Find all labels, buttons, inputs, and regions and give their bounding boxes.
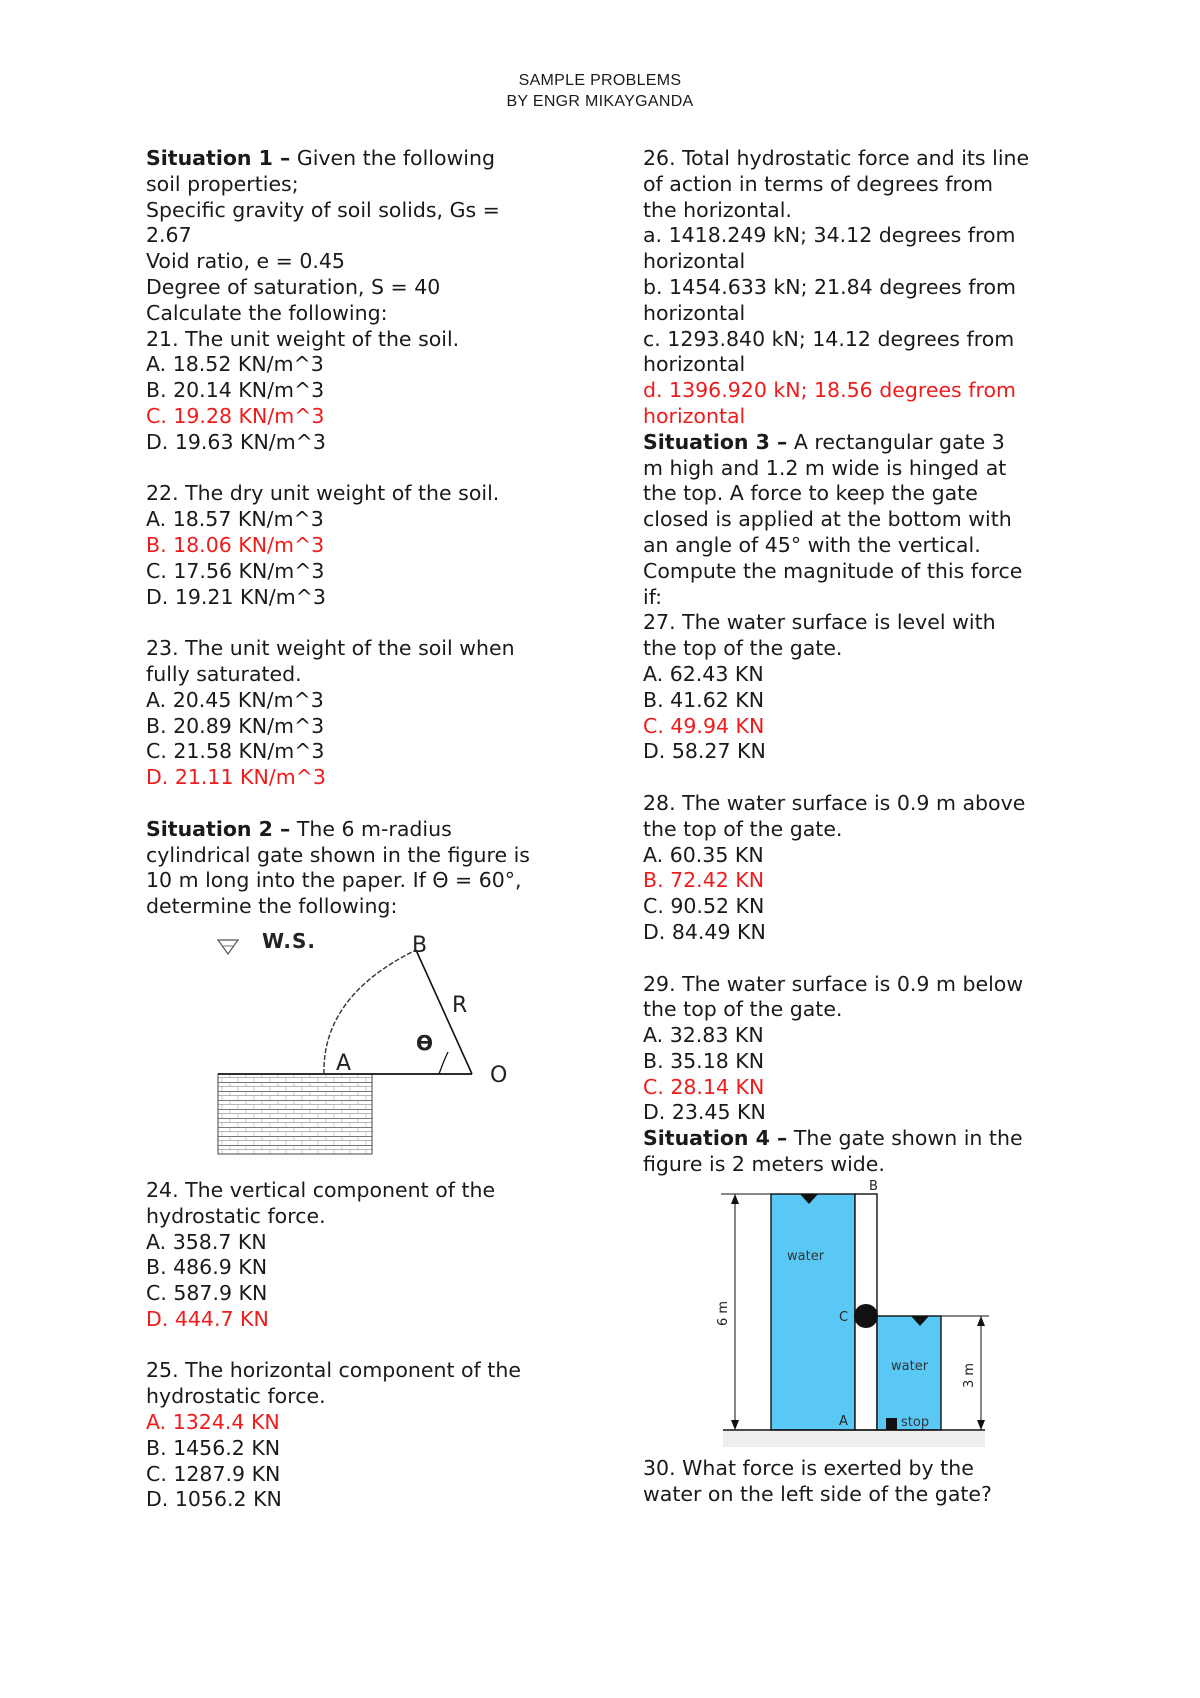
situation3-intro: m high and 1.2 m wide is hinged at (643, 455, 1007, 480)
label-r: R (452, 992, 468, 1018)
dim-3m: 3 m (962, 1362, 977, 1388)
situation2-intro: The 6 m-radius (290, 816, 452, 841)
q27-question: 27. The water surface is level with (643, 610, 996, 635)
q28-question: the top of the gate. (643, 816, 843, 841)
q26-question: 26. Total hydrostatic force and its line (643, 146, 1030, 170)
situation1-intro: Specific gravity of soil solids, Gs = (146, 197, 500, 222)
dim-6m: 6 m (716, 1300, 731, 1326)
q23-option-b: B. 20.89 KN/m^3 (146, 713, 325, 738)
q25-option-a-correct: A. 1324.4 KN (146, 1410, 280, 1435)
situation3-heading: Situation 3 – (643, 429, 788, 454)
situation4-heading: Situation 4 – (643, 1126, 788, 1151)
q26-question: of action in terms of degrees from (643, 171, 994, 196)
q26-option-d-correct: d. 1396.920 kN; 18.56 degrees from (643, 378, 1016, 403)
label-b: B (412, 932, 428, 958)
label-a: A (336, 1050, 352, 1076)
q29-option-b: B. 35.18 KN (643, 1048, 765, 1073)
situation2-title-line (146, 817, 576, 843)
label-o: O (490, 1062, 508, 1088)
q24-option-c: C. 587.9 KN (146, 1281, 268, 1306)
q23-option-c: C. 21.58 KN/m^3 (146, 739, 325, 764)
q24-question: 24. The vertical component of the (146, 1177, 496, 1202)
q27-question: the top of the gate. (643, 636, 843, 661)
q25-option-c: C. 1287.9 KN (146, 1461, 281, 1486)
q23-question: fully saturated. (146, 661, 302, 686)
q24-option-b: B. 486.9 KN (146, 1255, 268, 1280)
label-water-right: water (891, 1358, 929, 1374)
situation3-intro: the top. A force to keep the gate (643, 481, 978, 506)
q25-question: 25. The horizontal component of the (146, 1358, 521, 1383)
q21-option-a: A. 18.52 KN/m^3 (146, 352, 324, 377)
label-stop: stop (901, 1414, 930, 1430)
q21-option-c-correct: C. 19.28 KN/m^3 (146, 403, 325, 428)
water-surface-icon (218, 940, 238, 954)
situation2-intro: cylindrical gate shown in the figure is (146, 842, 530, 867)
q26-option-a: horizontal (643, 249, 746, 274)
q26-option-b: b. 1454.633 kN; 21.84 degrees from (643, 274, 1016, 299)
situation2-heading: Situation 2 – (146, 816, 291, 841)
q26-option-c: horizontal (643, 352, 746, 377)
situation3-intro: A rectangular gate 3 (787, 429, 1005, 454)
q28-option-d: D. 84.49 KN (643, 919, 766, 944)
q23-option-a: A. 20.45 KN/m^3 (146, 687, 324, 712)
q22-option-c: C. 17.56 KN/m^3 (146, 558, 325, 583)
q30-question: 30. What force is exerted by the (643, 1455, 974, 1480)
q27-option-d: D. 58.27 KN (643, 739, 766, 764)
q24-question: hydrostatic force. (146, 1203, 326, 1228)
situation4-title-line (643, 1126, 1073, 1152)
situation1-heading: Situation 1 – (146, 146, 291, 170)
situation3-intro: closed is applied at the bottom with (643, 507, 1012, 532)
situation1-intro: Void ratio, e = 0.45 (146, 249, 345, 274)
ws-label: W.S. (262, 928, 317, 953)
q25-option-d: D. 1056.2 KN (146, 1487, 282, 1512)
theta-arc (439, 1052, 448, 1074)
right-column (643, 146, 1073, 1507)
ground-hatch (723, 1431, 985, 1447)
q22-option-b-correct: B. 18.06 KN/m^3 (146, 532, 325, 557)
situation1-intro: Given the following (290, 146, 495, 170)
header-title: SAMPLE PROBLEMS (518, 72, 682, 89)
q28-question: 28. The water surface is 0.9 m above (643, 790, 1026, 815)
situation4-intro: The gate shown in the (787, 1126, 1023, 1151)
q21-option-d: D. 19.63 KN/m^3 (146, 429, 326, 454)
q26-option-d-correct: horizontal (643, 403, 746, 428)
label-c: C (839, 1309, 849, 1325)
situation3-intro: Compute the magnitude of this force (643, 558, 1023, 583)
label-a: A (839, 1413, 848, 1429)
q29-question: the top of the gate. (643, 997, 843, 1022)
gate-tanks-figure (643, 1178, 1073, 1456)
situation1-title-line (146, 146, 576, 172)
label-water-left: water (787, 1248, 825, 1264)
label-theta: ϴ (416, 1030, 434, 1055)
q25-question: hydrostatic force. (146, 1384, 326, 1409)
header-author: BY ENGR MIKAYGANDA (506, 93, 694, 110)
q24-option-d-correct: D. 444.7 KN (146, 1306, 269, 1331)
stop-block (886, 1418, 897, 1430)
q26-option-b: horizontal (643, 300, 746, 325)
situation3-intro: if: (643, 584, 663, 609)
situation2-intro: determine the following: (146, 894, 398, 919)
q27-option-b: B. 41.62 KN (643, 687, 765, 712)
q29-question: 29. The water surface is 0.9 m below (643, 971, 1024, 996)
label-b: B (869, 1178, 878, 1194)
q24-option-a: A. 358.7 KN (146, 1229, 267, 1254)
situation1-intro: soil properties; (146, 171, 299, 196)
situation3-title-line (643, 430, 1073, 456)
page-header (0, 70, 1200, 112)
situation4-intro: figure is 2 meters wide. (643, 1152, 885, 1177)
situation3-intro: an angle of 45° with the vertical. (643, 532, 981, 557)
cylindrical-gate-figure (146, 920, 576, 1178)
q23-option-d-correct: D. 21.11 KN/m^3 (146, 765, 326, 790)
q28-option-a: A. 60.35 KN (643, 842, 764, 867)
q22-question: 22. The dry unit weight of the soil. (146, 481, 500, 506)
left-column (146, 146, 576, 1513)
q27-option-a: A. 62.43 KN (643, 661, 764, 686)
q29-option-a: A. 32.83 KN (643, 1023, 764, 1048)
q28-option-c: C. 90.52 KN (643, 894, 765, 919)
situation2-intro: 10 m long into the paper. If Θ = 60°, (146, 868, 522, 893)
q29-option-d: D. 23.45 KN (643, 1100, 766, 1125)
q27-option-c-correct: C. 49.94 KN (643, 713, 765, 738)
q26-option-c: c. 1293.840 kN; 14.12 degrees from (643, 326, 1015, 351)
q25-option-b: B. 1456.2 KN (146, 1435, 281, 1460)
situation1-intro: 2.67 (146, 223, 192, 248)
q23-question: 23. The unit weight of the soil when (146, 636, 515, 661)
q30-question: water on the left side of the gate? (643, 1481, 992, 1506)
situation1-intro: Degree of saturation, S = 40 (146, 274, 441, 299)
q29-option-c-correct: C. 28.14 KN (643, 1074, 765, 1099)
q21-option-b: B. 20.14 KN/m^3 (146, 378, 325, 403)
situation1-intro: Calculate the following: (146, 300, 388, 325)
q21-question: 21. The unit weight of the soil. (146, 326, 460, 351)
q26-option-a: a. 1418.249 kN; 34.12 degrees from (643, 223, 1016, 248)
q22-option-d: D. 19.21 KN/m^3 (146, 584, 326, 609)
floor-block (218, 1074, 372, 1154)
q22-option-a: A. 18.57 KN/m^3 (146, 507, 324, 532)
hinge-icon (854, 1304, 878, 1328)
q26-question: the horizontal. (643, 197, 792, 222)
q28-option-b-correct: B. 72.42 KN (643, 868, 765, 893)
